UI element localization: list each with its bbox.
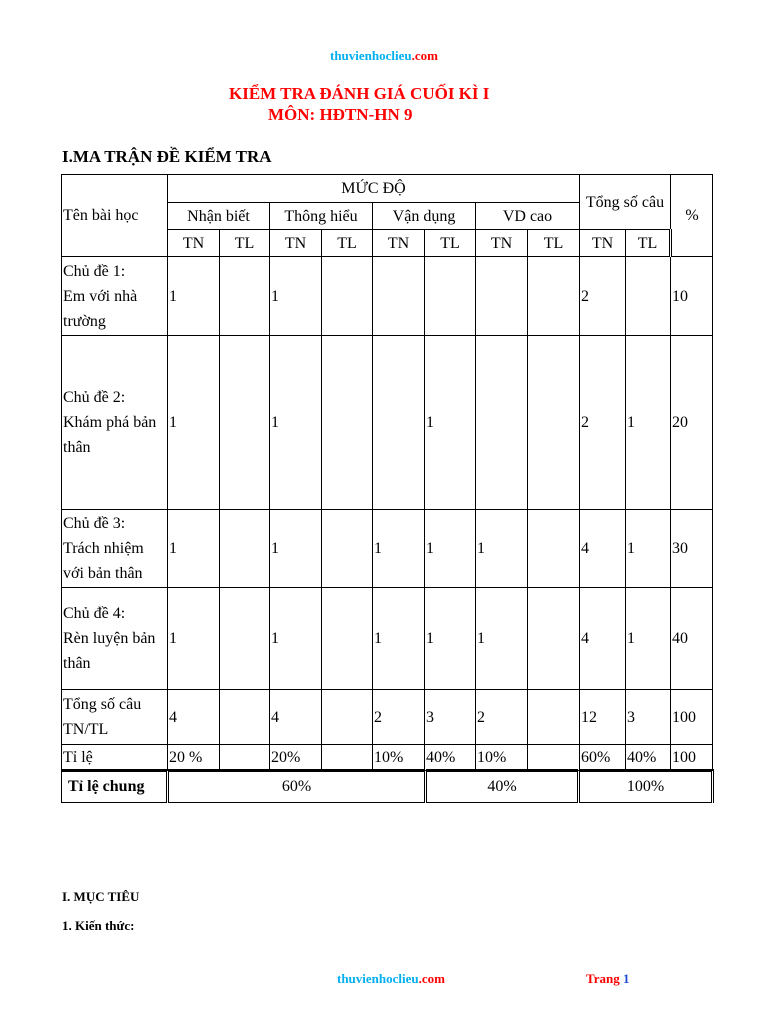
table-cell <box>528 690 580 745</box>
row-label-line: TN/TL <box>63 721 109 738</box>
row-label-line: thân <box>63 655 91 672</box>
table-cell <box>322 257 373 336</box>
row-label <box>62 510 168 588</box>
sub-header: TN <box>270 230 322 257</box>
table-cell <box>220 588 270 690</box>
sub-header: TN <box>580 230 626 257</box>
table-cell <box>220 690 270 745</box>
knowledge-subheading: 1. Kiến thức: <box>62 918 135 933</box>
row-label-line: Tỉ lệ <box>63 749 93 766</box>
sub-header: TN <box>373 230 425 257</box>
table-row <box>62 336 713 510</box>
table-cell: 1 <box>168 336 220 510</box>
sub-header: TL <box>220 230 270 257</box>
row-label-line: Rèn luyện bản <box>63 630 156 647</box>
table-cell: 40% <box>425 745 476 771</box>
row-label-line: Trách nhiệm <box>63 540 144 557</box>
row-label <box>62 745 168 771</box>
row-label-line: thân <box>63 439 91 456</box>
table-cell <box>528 745 580 771</box>
summary-table <box>61 769 714 803</box>
footer-site-domain: .com <box>418 971 445 986</box>
table-cell: 10 <box>671 257 713 336</box>
header-level: MỨC ĐỘ <box>168 175 580 203</box>
header-percent: % <box>671 175 713 257</box>
row-label-line: Chủ đề 2: <box>63 389 126 406</box>
table-cell: 1 <box>168 257 220 336</box>
table-cell: 2 <box>373 690 425 745</box>
sub-header: TL <box>626 230 671 257</box>
summary-value-tn: 60% <box>168 771 426 803</box>
table-cell <box>528 257 580 336</box>
table-cell: 1 <box>373 588 425 690</box>
table-cell: 20 % <box>168 745 220 771</box>
level-recognition: Nhận biết <box>168 203 270 230</box>
table-cell <box>425 257 476 336</box>
table-cell: 3 <box>626 690 671 745</box>
table-cell: 1 <box>476 588 528 690</box>
table-cell <box>220 257 270 336</box>
table-cell <box>528 588 580 690</box>
header-topic: Tên bài học <box>62 175 168 257</box>
table-cell <box>322 745 373 771</box>
table-cell: 20% <box>270 745 322 771</box>
table-cell <box>322 690 373 745</box>
table-cell <box>373 257 425 336</box>
row-label-line: với bản thân <box>63 565 143 582</box>
table-row <box>62 257 713 336</box>
summary-value-tl: 40% <box>426 771 579 803</box>
header-site-domain: .com <box>411 48 438 63</box>
table-cell: 4 <box>168 690 220 745</box>
table-cell <box>220 745 270 771</box>
table-cell: 1 <box>270 510 322 588</box>
table-cell: 1 <box>168 588 220 690</box>
row-label <box>62 257 168 336</box>
page-number-value: 1 <box>622 971 630 986</box>
table-cell: 1 <box>270 257 322 336</box>
table-cell: 1 <box>270 588 322 690</box>
table-cell: 1 <box>425 510 476 588</box>
table-cell <box>322 510 373 588</box>
table-row <box>62 690 713 745</box>
exam-subject: MÔN: HĐTN-HN 9 <box>268 105 413 124</box>
row-label-line: trường <box>63 312 106 330</box>
table-cell: 3 <box>425 690 476 745</box>
row-label <box>62 588 168 690</box>
table-cell <box>626 257 671 336</box>
header-site-name: thuvienhoclieu <box>330 48 412 63</box>
table-cell: 100 <box>671 690 713 745</box>
summary-label: Tỉ lệ chung <box>62 771 168 803</box>
table-cell <box>476 336 528 510</box>
table-cell: 2 <box>476 690 528 745</box>
table-cell: 40% <box>626 745 671 771</box>
level-high-application: VD cao <box>476 203 580 230</box>
table-cell: 100 <box>671 745 713 771</box>
row-label-line: Chủ đề 4: <box>63 605 126 622</box>
summary-value-total: 100% <box>579 771 713 803</box>
level-comprehension: Thông hiểu <box>270 203 373 230</box>
footer-site-name: thuvienhoclieu <box>337 971 419 986</box>
table-cell: 1 <box>476 510 528 588</box>
table-cell: 2 <box>580 336 626 510</box>
header-site-link[interactable] <box>0 48 768 64</box>
table-cell: 2 <box>580 257 626 336</box>
section-heading: I.MA TRẬN ĐỀ KIỂM TRA <box>62 147 272 166</box>
row-label-line: Khám phá bản <box>63 414 157 431</box>
table-cell: 1 <box>626 510 671 588</box>
table-cell: 30 <box>671 510 713 588</box>
page-label: Trang <box>586 971 623 986</box>
table-row <box>62 745 713 771</box>
table-cell: 4 <box>270 690 322 745</box>
table-cell: 40 <box>671 588 713 690</box>
table-cell: 12 <box>580 690 626 745</box>
page-number <box>586 971 629 987</box>
sub-header: TL <box>528 230 580 257</box>
exam-title: KIỂM TRA ĐÁNH GIÁ CUỐI KÌ I <box>229 84 490 103</box>
table-cell: 20 <box>671 336 713 510</box>
table-row <box>62 510 713 588</box>
sub-header: TL <box>322 230 373 257</box>
level-application: Vận dụng <box>373 203 476 230</box>
table-cell: 4 <box>580 510 626 588</box>
row-label <box>62 690 168 745</box>
row-label-line: Em với nhà <box>63 287 138 305</box>
table-cell: 1 <box>626 336 671 510</box>
table-cell: 1 <box>373 510 425 588</box>
table-cell: 60% <box>580 745 626 771</box>
sub-header: TN <box>168 230 220 257</box>
table-cell: 1 <box>425 336 476 510</box>
row-label-line: Chủ đề 1: <box>63 262 126 280</box>
table-cell: 1 <box>168 510 220 588</box>
table-cell <box>528 510 580 588</box>
table-cell <box>476 257 528 336</box>
table-cell <box>322 336 373 510</box>
matrix-table <box>61 174 713 771</box>
table-cell: 10% <box>476 745 528 771</box>
table-cell: 4 <box>580 588 626 690</box>
table-cell <box>220 336 270 510</box>
row-label-line: Tổng số câu <box>63 696 142 713</box>
row-label-line: Chủ đề 3: <box>63 515 126 532</box>
row-label <box>62 336 168 510</box>
sub-header: TN <box>476 230 528 257</box>
table-cell <box>373 336 425 510</box>
table-cell: 1 <box>425 588 476 690</box>
table-cell <box>322 588 373 690</box>
sub-header: TL <box>425 230 476 257</box>
table-cell <box>528 336 580 510</box>
table-row <box>62 588 713 690</box>
objectives-heading: I. MỤC TIÊU <box>62 889 140 904</box>
footer-site-link[interactable] <box>337 971 445 987</box>
table-cell: 10% <box>373 745 425 771</box>
header-total: Tổng số câu <box>580 175 671 230</box>
table-cell <box>220 510 270 588</box>
table-cell: 1 <box>270 336 322 510</box>
table-cell: 1 <box>626 588 671 690</box>
